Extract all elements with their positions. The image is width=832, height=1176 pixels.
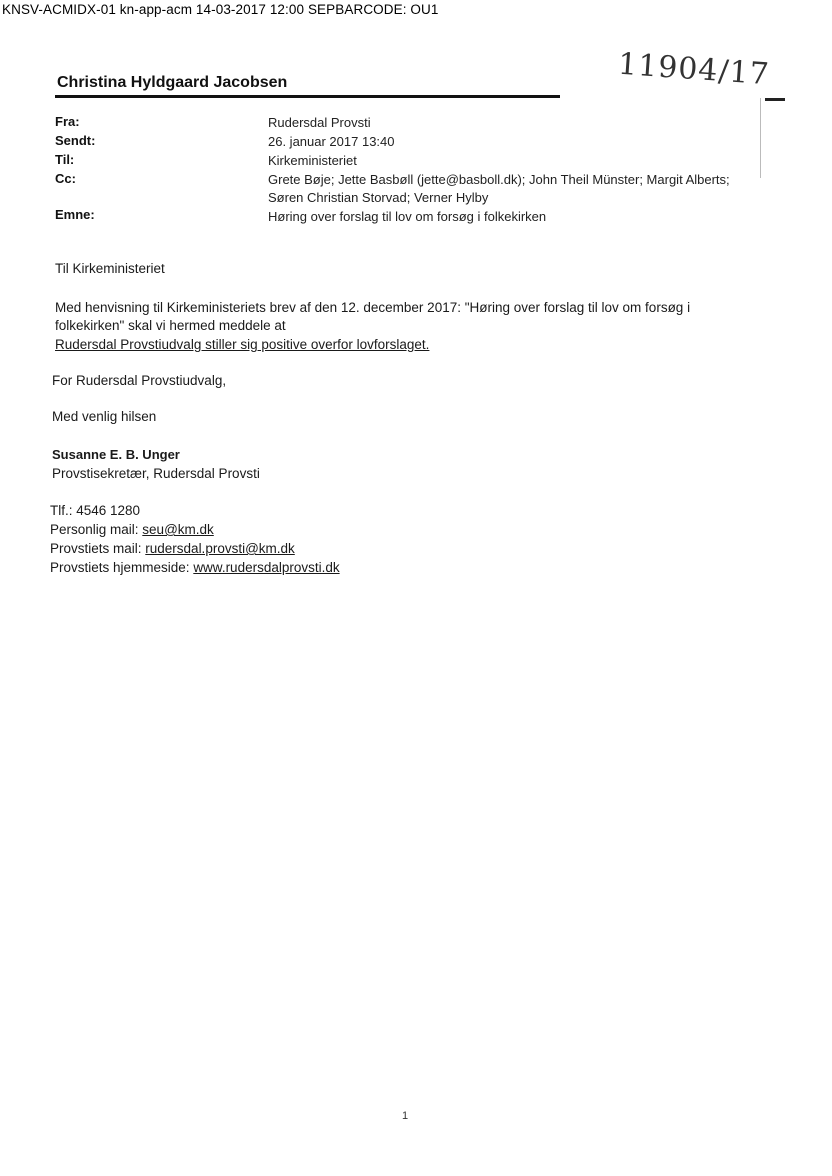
fax-header: KNSV-ACMIDX-01 kn-app-acm 14-03-2017 12:00 SEPBARCODE: OU1 <box>2 2 439 17</box>
paragraph-line-2: folkekirken" skal vi hermed meddele at <box>55 318 286 333</box>
website-link[interactable]: www.rudersdalprovsti.dk <box>193 560 340 575</box>
website-label: Provstiets hjemmeside: <box>50 560 194 575</box>
from-label: Fra: <box>55 114 80 129</box>
subject-label: Emne: <box>55 207 95 222</box>
sender-name: Christina Hyldgaard Jacobsen <box>57 74 288 91</box>
handwritten-reference: 11904/17 <box>616 46 771 93</box>
paragraph-line-3: Rudersdal Provstiudvalg stiller sig positive overfor lovforslaget. <box>55 337 430 352</box>
cc-value-line2: Søren Christian Storvad; Verner Hylby <box>268 190 489 205</box>
office-mail-label: Provstiets mail: <box>50 541 146 556</box>
closing: Med venlig hilsen <box>52 409 157 424</box>
personal-mail-link[interactable]: seu@km.dk <box>142 522 214 537</box>
from-value: Rudersdal Provsti <box>268 115 371 130</box>
subject-value: Høring over forslag til lov om forsøg i folkekirken <box>268 209 547 224</box>
signature-name: Susanne E. B. Unger <box>52 447 180 462</box>
page-number: 1 <box>402 1110 409 1122</box>
personal-mail-label: Personlig mail: <box>50 522 143 537</box>
paragraph-line-1: Med henvisning til Kirkeministeriets brev af den 12. december 2017: "Høring over forslag til lov om forsøg i <box>55 300 691 315</box>
scan-artifact-line <box>760 98 761 178</box>
cc-label: Cc: <box>55 171 76 186</box>
for-line: For Rudersdal Provstiudvalg, <box>52 373 227 388</box>
to-label: Til: <box>55 152 75 167</box>
office-mail-link[interactable]: rudersdal.provsti@km.dk <box>145 541 295 556</box>
header-rule-fragment <box>765 98 785 101</box>
office-mail-line <box>50 541 295 556</box>
greeting: Til Kirkeministeriet <box>55 261 165 276</box>
signature-title: Provstisekretær, Rudersdal Provsti <box>52 466 260 481</box>
personal-mail-line <box>50 522 214 537</box>
cc-value-line1: Grete Bøje; Jette Basbøll (jette@basboll.dk); John Theil Münster; Margit Alberts; <box>268 172 730 187</box>
sent-label: Sendt: <box>55 133 96 148</box>
sent-value: 26. januar 2017 13:40 <box>268 134 395 149</box>
website-line <box>50 560 340 575</box>
to-value: Kirkeministeriet <box>268 153 357 168</box>
signature-phone: Tlf.: 4546 1280 <box>50 503 141 518</box>
header-rule <box>55 95 560 98</box>
